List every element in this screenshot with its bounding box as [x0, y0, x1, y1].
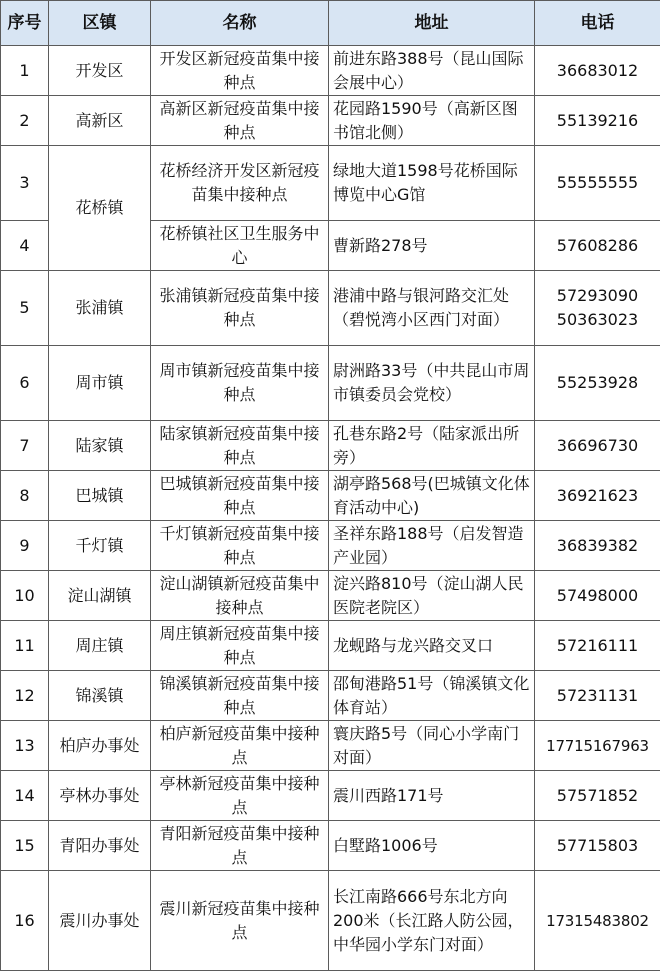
row-number: 11	[1, 621, 49, 671]
row-number: 16	[1, 871, 49, 971]
row-number: 14	[1, 771, 49, 821]
phone-cell: 55253928	[535, 346, 660, 421]
address-cell: 尉洲路33号（中共昆山市周市镇委员会党校）	[329, 346, 535, 421]
row-number: 6	[1, 346, 49, 421]
address-cell: 淀兴路810号（淀山湖人民医院老院区）	[329, 571, 535, 621]
table-row	[1, 721, 660, 771]
address-cell: 孔巷东路2号（陆家派出所旁）	[329, 421, 535, 471]
address-cell: 绿地大道1598号花桥国际博览中心G馆	[329, 146, 535, 221]
town-cell: 亭林办事处	[49, 771, 151, 821]
table-row	[1, 421, 660, 471]
phone-cell	[535, 271, 660, 346]
header-name: 名称	[151, 1, 329, 46]
address-cell: 圣祥东路188号（启发智造产业园）	[329, 521, 535, 571]
site-name-cell: 震川新冠疫苗集中接种点	[151, 871, 329, 971]
table-row	[1, 671, 660, 721]
site-name-cell: 开发区新冠疫苗集中接种点	[151, 46, 329, 96]
site-name-cell: 高新区新冠疫苗集中接种点	[151, 96, 329, 146]
table-row	[1, 621, 660, 671]
phone-cell: 57571852	[535, 771, 660, 821]
site-name-cell: 锦溪镇新冠疫苗集中接种点	[151, 671, 329, 721]
town-cell: 柏庐办事处	[49, 721, 151, 771]
address-cell: 前进东路388号（昆山国际会展中心）	[329, 46, 535, 96]
row-number: 1	[1, 46, 49, 96]
phone-line: 50363023	[537, 308, 658, 332]
town-cell: 千灯镇	[49, 521, 151, 571]
address-cell: 龙蚬路与龙兴路交叉口	[329, 621, 535, 671]
table-row	[1, 271, 660, 346]
table-row	[1, 521, 660, 571]
table-row	[1, 821, 660, 871]
town-cell: 高新区	[49, 96, 151, 146]
row-number: 10	[1, 571, 49, 621]
site-name-cell: 巴城镇新冠疫苗集中接种点	[151, 471, 329, 521]
town-cell: 周市镇	[49, 346, 151, 421]
address-cell: 寰庆路5号（同心小学南门对面）	[329, 721, 535, 771]
address-cell: 港浦中路与银河路交汇处（碧悦湾小区西门对面）	[329, 271, 535, 346]
town-cell: 锦溪镇	[49, 671, 151, 721]
town-cell: 淀山湖镇	[49, 571, 151, 621]
header-no: 序号	[1, 1, 49, 46]
header-phone: 电话	[535, 1, 660, 46]
table-row	[1, 471, 660, 521]
row-number: 7	[1, 421, 49, 471]
phone-cell: 36683012	[535, 46, 660, 96]
town-cell: 张浦镇	[49, 271, 151, 346]
table-row	[1, 96, 660, 146]
row-number: 12	[1, 671, 49, 721]
site-name-cell: 陆家镇新冠疫苗集中接种点	[151, 421, 329, 471]
phone-cell: 55139216	[535, 96, 660, 146]
table-row	[1, 46, 660, 96]
town-cell: 巴城镇	[49, 471, 151, 521]
site-name-cell: 花桥经济开发区新冠疫苗集中接种点	[151, 146, 329, 221]
phone-line: 57293090	[537, 284, 658, 308]
town-cell: 开发区	[49, 46, 151, 96]
row-number: 5	[1, 271, 49, 346]
town-cell: 周庄镇	[49, 621, 151, 671]
address-cell: 湖亭路568号(巴城镇文化体育活动中心)	[329, 471, 535, 521]
phone-cell: 57216111	[535, 621, 660, 671]
row-number: 2	[1, 96, 49, 146]
row-number: 9	[1, 521, 49, 571]
town-cell: 震川办事处	[49, 871, 151, 971]
site-name-cell: 周市镇新冠疫苗集中接种点	[151, 346, 329, 421]
table-row	[1, 346, 660, 421]
town-cell: 花桥镇	[49, 146, 151, 271]
phone-cell: 36696730	[535, 421, 660, 471]
row-number: 13	[1, 721, 49, 771]
row-number: 4	[1, 221, 49, 271]
phone-cell: 17315483802	[535, 871, 660, 971]
town-cell: 陆家镇	[49, 421, 151, 471]
site-name-cell: 花桥镇社区卫生服务中心	[151, 221, 329, 271]
table-row	[1, 146, 660, 221]
address-cell: 邵甸港路51号（锦溪镇文化体育站）	[329, 671, 535, 721]
phone-cell: 57608286	[535, 221, 660, 271]
address-cell: 花园路1590号（高新区图书馆北侧）	[329, 96, 535, 146]
row-number: 3	[1, 146, 49, 221]
site-name-cell: 千灯镇新冠疫苗集中接种点	[151, 521, 329, 571]
address-cell: 曹新路278号	[329, 221, 535, 271]
address-cell: 长江南路666号东北方向200米（长江路人防公园，中华园小学东门对面）	[329, 871, 535, 971]
phone-cell: 17715167963	[535, 721, 660, 771]
row-number: 8	[1, 471, 49, 521]
phone-cell: 36839382	[535, 521, 660, 571]
table-row	[1, 871, 660, 971]
header-town: 区镇	[49, 1, 151, 46]
site-name-cell: 柏庐新冠疫苗集中接种点	[151, 721, 329, 771]
site-name-cell: 张浦镇新冠疫苗集中接种点	[151, 271, 329, 346]
site-name-cell: 亭林新冠疫苗集中接种点	[151, 771, 329, 821]
table-row	[1, 771, 660, 821]
phone-cell: 57715803	[535, 821, 660, 871]
phone-cell: 57231131	[535, 671, 660, 721]
site-name-cell: 周庄镇新冠疫苗集中接种点	[151, 621, 329, 671]
phone-cell: 55555555	[535, 146, 660, 221]
table-row	[1, 571, 660, 621]
town-cell: 青阳办事处	[49, 821, 151, 871]
address-cell: 白墅路1006号	[329, 821, 535, 871]
row-number: 15	[1, 821, 49, 871]
header-address: 地址	[329, 1, 535, 46]
header-row	[1, 1, 660, 46]
address-cell: 震川西路171号	[329, 771, 535, 821]
phone-cell: 57498000	[535, 571, 660, 621]
site-name-cell: 淀山湖镇新冠疫苗集中接种点	[151, 571, 329, 621]
site-name-cell: 青阳新冠疫苗集中接种点	[151, 821, 329, 871]
phone-cell: 36921623	[535, 471, 660, 521]
